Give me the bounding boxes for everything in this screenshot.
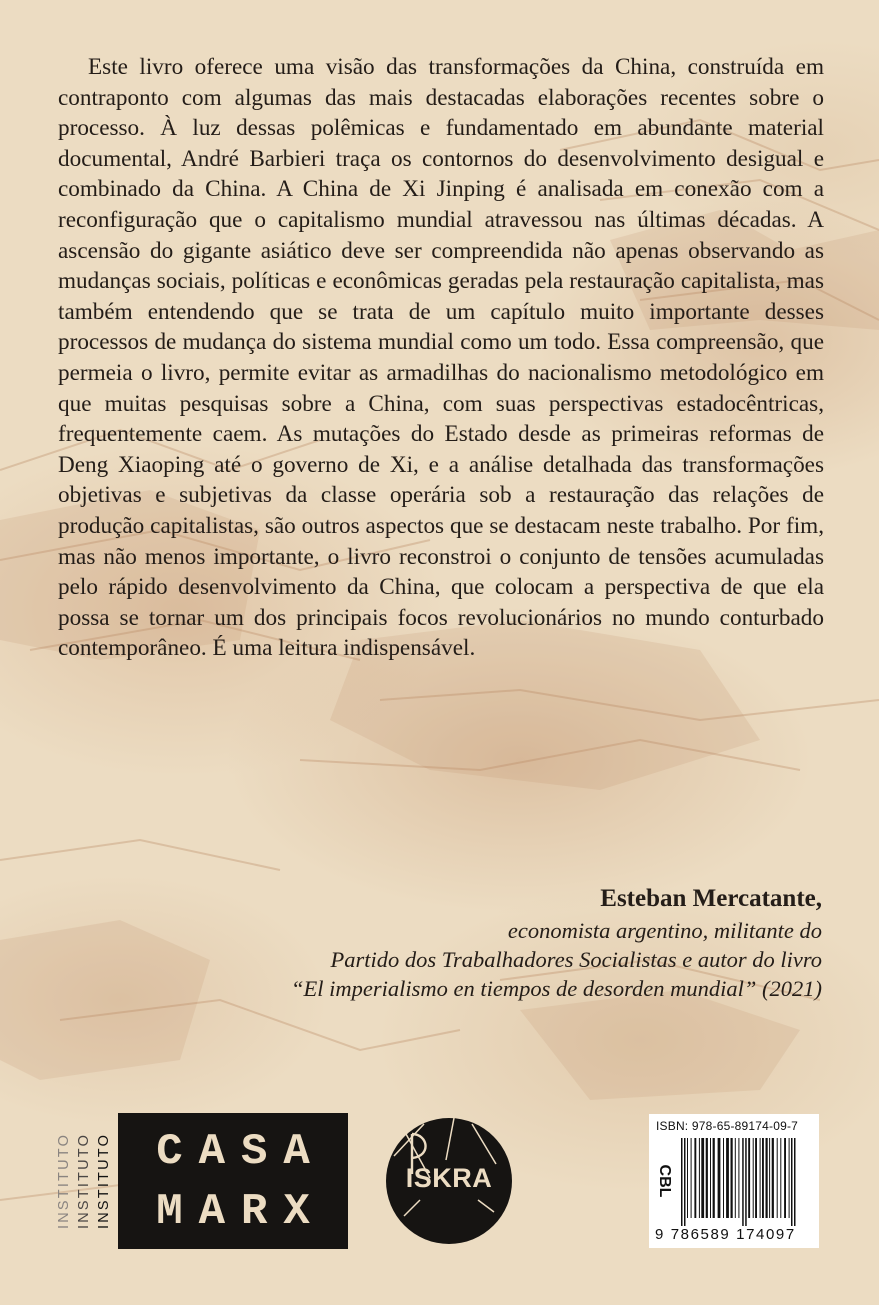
barcode-bar [777,1138,778,1218]
barcode-bar [726,1138,729,1218]
barcode-bar [684,1138,686,1226]
barcode-bar [710,1138,711,1218]
barcode-bar [731,1138,733,1218]
barcode-bar [681,1138,683,1226]
casa-text: CASA [156,1127,326,1177]
barcode-bar [766,1138,768,1218]
cbl-mark: CBL [656,1164,673,1198]
barcode-bar [762,1138,764,1218]
book-title: “El imperialismo en tiempos de desorden mundial” [290,976,757,1001]
instituto-text-mid: INSTITUTO [76,1132,92,1230]
barcode-bar [791,1138,793,1226]
author-description-line-3 [182,974,822,1003]
instituto-casa-marx-logo [56,1113,348,1249]
book-year: (2021) [756,976,822,1001]
author-description-line-1: economista argentino, militante do [507,918,822,943]
barcode-bars [679,1138,813,1226]
barcode-bar [769,1138,770,1218]
barcode-bar [760,1138,761,1218]
iskra-logo [384,1116,514,1246]
barcode-bar [753,1138,754,1218]
isbn-label: ISBN: 978-65-89174-09-7 [656,1119,799,1133]
instituto-text-light: INSTITUTO [56,1132,72,1230]
barcode-bar [694,1138,696,1218]
author-attribution [182,882,822,1003]
barcode-bar [789,1138,790,1218]
barcode-digits: 9 786589 174097 [655,1226,796,1243]
barcode-bar [706,1138,708,1218]
barcode-bar [755,1138,757,1218]
instituto-text-dark: INSTITUTO [96,1132,112,1230]
barcode-bar [742,1138,744,1226]
barcode-bar [718,1138,721,1218]
barcode-bar [748,1138,750,1218]
barcode-bar [691,1138,692,1218]
barcode-bar [713,1138,715,1218]
barcode-bar [772,1138,774,1218]
marx-text: MARX [156,1187,326,1237]
barcode-bar [723,1138,724,1218]
blurb-paragraph: Este livro oferece uma visão das transformações da China, construída em contraponto com algumas das mais destacadas elaborações recentes sobre o processo. À luz dessas polêmicas e fundamentado em abundante material documental, André Barbieri traça os contornos do desenvolvimento desigual e combinado da China. A China de Xi Jinping é analisada em conexão com a reconfiguração que o capitalismo mundial atravessou nas últimas décadas. A ascensão do gigante asiático deve ser compreendida não apenas observando as mudanças sociais, políticas e econômicas geradas pela restauração capitalista, mas também entendendo que se trata de um capítulo muito importante desses processos de mudança do sistema mundial como um todo. Essa compreensão, que permeia o livro, permite evitar as armadilhas do nacionalismo metodológico em que muitas pesquisas sobre a China, com suas perspectivas estadocêntricas, frequentemente caem. As mutações do Estado desde as primeiras reformas de Deng Xiaoping até o governo de Xi, e a análise detalhada das transformações objetivas e subjetivas da classe operária sob a restauração das relações de produção capitalistas, são outros aspectos que se destacam neste trabalho. Por fim, mas não menos importante, o livro reconstroi o conjunto de tensões acumuladas pelo rápido desenvolvimento da China, que colocam a perspectiva de que ela possa se tornar um dos principais focos revolucionários no mundo conturbado contemporâneo. É uma leitura indispensável. [58,54,824,662]
barcode-bar [745,1138,747,1226]
barcode-bar [735,1138,736,1218]
casa-marx-box [118,1113,348,1249]
isbn-barcode [649,1114,819,1248]
author-description-line-2: Partido dos Trabalhadores Socialistas e autor do livro [330,947,822,972]
barcode-bar [784,1138,786,1218]
barcode-bar [687,1138,688,1218]
iskra-text: ISKRA [405,1163,493,1193]
barcode-bar [780,1138,781,1218]
barcode-bar [699,1138,700,1218]
barcode-bar [794,1138,796,1226]
barcode-bar [738,1138,739,1218]
author-name: Esteban Mercatante, [600,885,822,912]
barcode-bar [701,1138,704,1218]
